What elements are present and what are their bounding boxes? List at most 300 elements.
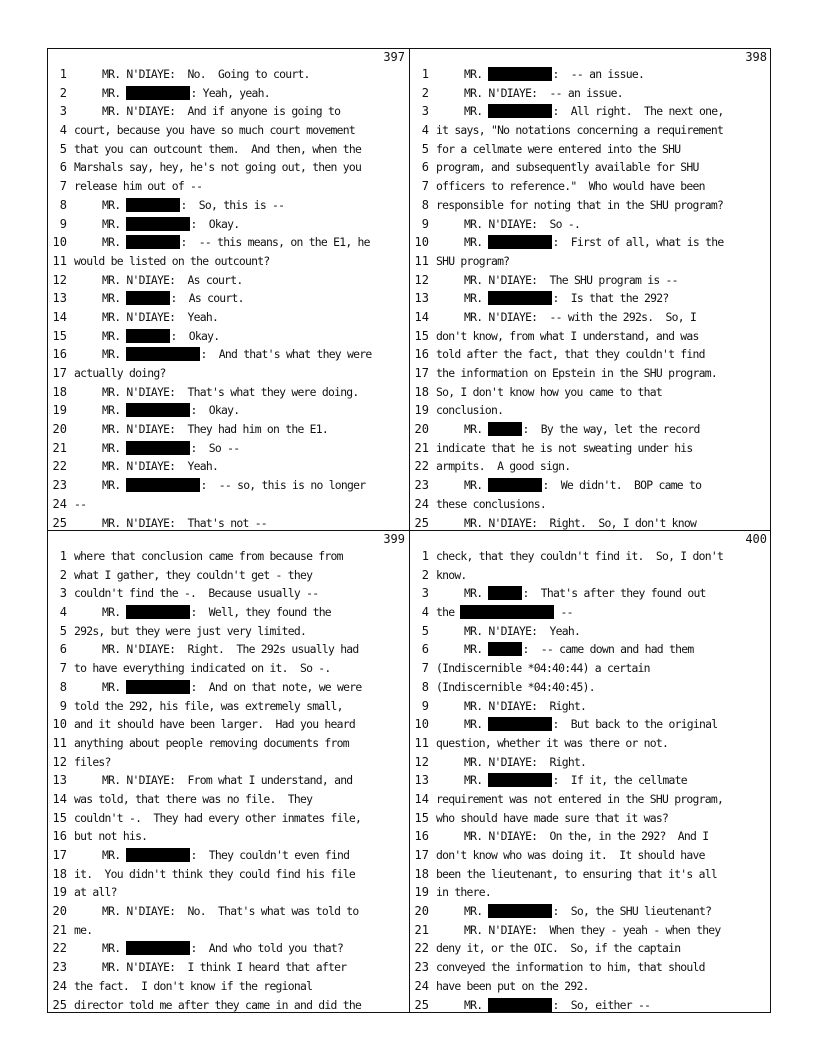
redaction-box: [126, 217, 190, 231]
line-text-segment: MR. N'DIAYE: And if anyone is going to: [102, 104, 341, 119]
transcript-line: [47, 495, 409, 514]
transcript-line: [47, 102, 409, 121]
line-text-segment: MR. N'DIAYE: Right. So, I don't know: [464, 515, 697, 530]
redaction-box: [488, 67, 552, 81]
transcript-line: [409, 715, 771, 734]
line-text-segment: told the 292, his file, was extremely small,: [74, 698, 343, 713]
line-number: 2: [59, 567, 67, 582]
line-text-segment: MR.: [464, 904, 489, 919]
line-number: 15: [414, 810, 429, 825]
line-text: [464, 755, 765, 769]
line-number: 21: [52, 922, 67, 937]
line-text-segment: conveyed the information to him, that should: [436, 960, 705, 975]
line-number: 3: [59, 104, 67, 119]
line-text: [436, 792, 765, 806]
line-text-segment: director told me after they came in and did the: [74, 997, 362, 1012]
line-text-segment: : Okay.: [170, 328, 220, 343]
line-number: 2: [59, 85, 67, 100]
redaction-box: [488, 717, 552, 731]
line-number: 23: [52, 478, 67, 493]
transcript-line: [47, 364, 409, 383]
line-text: [436, 160, 765, 174]
line-text: [102, 773, 403, 787]
line-text-segment: MR.: [102, 328, 127, 343]
line-text: [102, 605, 403, 619]
line-text-segment: in there.: [436, 885, 491, 900]
transcript-line: [409, 790, 771, 809]
redaction-box: [488, 586, 522, 600]
line-number: 24: [52, 496, 67, 511]
line-number: 19: [414, 885, 429, 900]
line-text: [464, 422, 765, 436]
transcript-line: [409, 401, 771, 420]
transcript-line: [409, 977, 771, 996]
transcript-line: [409, 439, 771, 458]
line-text: [436, 867, 765, 881]
page-number: 400: [745, 532, 767, 546]
transcript-line: [47, 603, 409, 622]
line-number: 14: [414, 309, 429, 324]
line-text: [102, 385, 403, 399]
transcript-line: [47, 790, 409, 809]
line-text-segment: it. You didn't think they could find his file: [74, 866, 355, 881]
transcript-line: [47, 308, 409, 327]
line-text-segment: release him out of --: [74, 179, 203, 194]
line-text-segment: : That's after they found out: [522, 586, 706, 601]
line-text-segment: : We didn't. BOP came to: [542, 478, 702, 493]
line-text: [102, 941, 403, 955]
line-text: [464, 624, 765, 638]
line-text: [464, 104, 765, 118]
line-text: [436, 347, 765, 361]
line-number: 5: [421, 141, 429, 156]
line-number: 13: [52, 291, 67, 306]
line-text: [436, 142, 765, 156]
line-number: 21: [414, 922, 429, 937]
line-number: 16: [414, 829, 429, 844]
transcript-line: [409, 921, 771, 940]
transcript-line: [409, 495, 771, 514]
line-number: 23: [414, 960, 429, 975]
line-number: 20: [414, 422, 429, 437]
line-text: [464, 217, 765, 231]
line-number: 24: [52, 978, 67, 993]
line-text: [102, 235, 403, 249]
transcript-line: [409, 327, 771, 346]
transcript-line: [409, 289, 771, 308]
line-text-segment: MR.: [102, 347, 127, 362]
redaction-box: [488, 773, 552, 787]
line-number: 13: [414, 773, 429, 788]
line-number: 14: [52, 791, 67, 806]
line-text-segment: MR.: [464, 478, 489, 493]
line-text: [464, 773, 765, 787]
redaction-box: [488, 998, 552, 1012]
line-text-segment: MR. N'DIAYE: Yeah.: [464, 623, 581, 638]
line-text: [102, 329, 403, 343]
transcript-line: [409, 622, 771, 641]
transcript-line: [47, 140, 409, 159]
line-text-segment: : If it, the cellmate: [552, 773, 687, 788]
line-number: 12: [414, 754, 429, 769]
line-text-segment: MR. N'DIAYE: So -.: [464, 216, 581, 231]
line-text: [102, 516, 403, 530]
line-text: [102, 904, 403, 918]
line-text: [436, 403, 765, 417]
line-text: [436, 459, 765, 473]
line-text-segment: MR.: [102, 440, 127, 455]
line-text-segment: MR.: [102, 291, 127, 306]
line-number: 8: [59, 679, 67, 694]
transcript-line: [409, 457, 771, 476]
line-text: [464, 235, 765, 249]
line-text-segment: 292s, but they were just very limited.: [74, 623, 307, 638]
line-text-segment: Marshals say, hey, he's not going out, then you: [74, 160, 362, 175]
line-number: 9: [59, 216, 67, 231]
line-text-segment: MR. N'DIAYE: No. That's what was told to: [102, 904, 359, 919]
line-number: 13: [414, 291, 429, 306]
transcript-line: [409, 566, 771, 585]
line-text: [436, 811, 765, 825]
line-number: 3: [421, 586, 429, 601]
line-text-segment: : They couldn't even find: [190, 848, 350, 862]
line-text-segment: MR.: [464, 773, 489, 788]
line-text: [436, 568, 765, 582]
line-text: [74, 923, 403, 937]
line-text-segment: MR. N'DIAYE: That's not --: [102, 515, 267, 530]
transcript-line: [47, 327, 409, 346]
line-text-segment: program, and subsequently available for SHU: [436, 160, 699, 175]
transcript-line: [47, 753, 409, 772]
line-text-segment: court, because you have so much court movement: [74, 123, 355, 138]
redaction-box: [488, 235, 552, 249]
transcript-line: [47, 697, 409, 716]
line-text: [102, 310, 403, 324]
line-text-segment: : And who told you that?: [190, 941, 344, 956]
line-text-segment: MR.: [464, 717, 489, 732]
line-text-segment: check, that they couldn't find it. So, I don't: [436, 549, 724, 563]
line-number: 11: [414, 253, 429, 268]
line-text-segment: MR.: [464, 235, 489, 250]
line-text: [102, 273, 403, 287]
redaction-box: [488, 422, 522, 436]
line-text-segment: MR.: [464, 642, 489, 657]
line-text-segment: MR. N'DIAYE: On the, in the 292? And I: [464, 829, 709, 844]
line-text-segment: : First of all, what is the: [552, 235, 724, 250]
transcript-line: [409, 102, 771, 121]
transcript-line: [409, 121, 771, 140]
transcript-line: [409, 678, 771, 697]
transcript-line: [47, 420, 409, 439]
transcript-line: [409, 584, 771, 603]
line-number: 11: [52, 735, 67, 750]
line-number: 5: [421, 623, 429, 638]
line-text: [102, 67, 403, 81]
transcript-line: [47, 958, 409, 977]
line-text: [102, 104, 403, 118]
line-text-segment: : But back to the original: [552, 717, 718, 732]
line-number: 1: [421, 549, 429, 563]
line-text: [436, 179, 765, 193]
line-text: [436, 605, 765, 619]
transcript-line: [47, 996, 409, 1015]
line-text: [102, 459, 403, 473]
transcript-line: [409, 996, 771, 1015]
redaction-box: [126, 235, 180, 249]
line-text: [74, 811, 403, 825]
line-number: 20: [414, 904, 429, 919]
line-text: [102, 403, 403, 417]
line-number: 16: [414, 347, 429, 362]
redaction-box: [126, 478, 200, 492]
line-number: 17: [52, 366, 67, 380]
transcript-line: [409, 140, 771, 159]
line-text-segment: MR. N'DIAYE: -- an issue.: [464, 85, 623, 100]
line-text: [74, 160, 403, 174]
line-text: [464, 478, 765, 492]
redaction-box: [126, 86, 190, 100]
transcript-line: [409, 420, 771, 439]
line-number: 25: [52, 997, 67, 1012]
line-text: [74, 867, 403, 881]
line-number: 22: [52, 459, 67, 474]
line-number: 4: [421, 123, 429, 138]
line-number: 22: [414, 459, 429, 474]
redaction-box: [126, 347, 200, 361]
transcript-line: [409, 753, 771, 772]
line-text: [436, 979, 765, 993]
line-text: [464, 717, 765, 731]
line-number: 25: [414, 997, 429, 1012]
transcript-line: [47, 584, 409, 603]
line-text-segment: MR.: [464, 422, 489, 437]
line-number: 18: [414, 866, 429, 881]
line-text-segment: --: [554, 605, 573, 620]
line-text-segment: that you can outcount them. And then, when the: [74, 141, 362, 156]
line-text-segment: MR. N'DIAYE: Yeah.: [102, 309, 219, 324]
transcript-line: [409, 771, 771, 790]
transcript-line: [409, 65, 771, 84]
line-text-segment: : -- an issue.: [552, 67, 645, 81]
line-text-segment: armpits. A good sign.: [436, 459, 571, 474]
line-text-segment: and it should have been larger. Had you heard: [74, 717, 355, 732]
line-text: [102, 217, 403, 231]
line-text: [74, 699, 403, 713]
line-text-segment: deny it, or the OIC. So, if the captain: [436, 941, 681, 956]
redaction-box: [126, 605, 190, 619]
line-text-segment: : So, either --: [552, 997, 651, 1012]
transcript-line: [47, 401, 409, 420]
line-text-segment: MR. N'DIAYE: Right. The 292s usually had: [102, 642, 359, 657]
line-number: 18: [52, 384, 67, 399]
line-text-segment: : As court.: [170, 291, 244, 306]
line-number: 22: [414, 941, 429, 956]
line-number: 7: [421, 179, 429, 194]
line-number: 23: [414, 478, 429, 493]
line-text: [74, 829, 403, 843]
line-text-segment: MR.: [102, 848, 127, 862]
line-text-segment: the fact. I don't know if the regional: [74, 978, 313, 993]
transcript-line: [47, 439, 409, 458]
redaction-box: [126, 198, 180, 212]
redaction-box: [488, 904, 552, 918]
line-text: [74, 123, 403, 137]
line-text: [464, 310, 765, 324]
line-number: 1: [59, 67, 67, 81]
transcript-line: [409, 252, 771, 271]
transcript-line: [409, 383, 771, 402]
transcript-page-397: [47, 48, 409, 530]
line-text: [102, 441, 403, 455]
line-number: 10: [52, 717, 67, 732]
line-text: [436, 661, 765, 675]
transcript-line: [47, 883, 409, 902]
line-text: [102, 680, 403, 694]
page-number: 398: [745, 50, 767, 64]
line-text-segment: MR. N'DIAYE: No. Going to court.: [102, 67, 310, 81]
line-text-segment: MR. N'DIAYE: The SHU program is --: [464, 272, 678, 287]
line-number: 21: [414, 440, 429, 455]
line-text-segment: : -- came down and had them: [522, 642, 694, 657]
redaction-box: [488, 478, 542, 492]
line-number: 2: [421, 85, 429, 100]
line-text: [464, 86, 765, 100]
transcript-line: [47, 977, 409, 996]
line-text: [436, 941, 765, 955]
line-text-segment: couldn't find the -. Because usually --: [74, 586, 319, 601]
line-number: 17: [414, 366, 429, 380]
line-number: 19: [52, 403, 67, 418]
line-text-segment: : By the way, let the record: [522, 422, 700, 437]
line-text-segment: MR.: [102, 679, 127, 694]
transcript-line: [409, 734, 771, 753]
line-text-segment: conclusion.: [436, 403, 504, 418]
transcript-line: [409, 603, 771, 622]
line-text: [436, 497, 765, 511]
line-number: 6: [59, 642, 67, 657]
line-text: [464, 642, 765, 656]
line-text-segment: MR. N'DIAYE: Yeah.: [102, 459, 219, 474]
transcript-line: [47, 715, 409, 734]
line-text-segment: : So, this is --: [180, 197, 285, 212]
line-text-segment: question, whether it was there or not.: [436, 735, 669, 750]
line-text-segment: : -- so, this is no longer: [200, 478, 366, 493]
line-text: [74, 142, 403, 156]
line-number: 19: [414, 403, 429, 418]
line-number: 11: [52, 253, 67, 268]
line-text: [464, 923, 765, 937]
transcript-line: [47, 345, 409, 364]
line-text-segment: --: [74, 496, 87, 511]
line-text: [436, 441, 765, 455]
line-number: 25: [414, 515, 429, 530]
line-number: 16: [52, 347, 67, 362]
line-number: 4: [59, 605, 67, 620]
line-text: [464, 998, 765, 1012]
transcript-line: [47, 921, 409, 940]
line-text: [436, 736, 765, 750]
line-number: 15: [414, 328, 429, 343]
transcript-line: [47, 271, 409, 290]
line-text-segment: would be listed on the outcount?: [74, 253, 270, 268]
line-number: 13: [52, 773, 67, 788]
line-text-segment: to have everything indicated on it. So -.: [74, 661, 331, 676]
redaction-box: [126, 680, 190, 694]
line-text: [74, 755, 403, 769]
line-number: 7: [421, 661, 429, 676]
line-text-segment: couldn't -. They had every other inmates file,: [74, 810, 362, 825]
line-number: 9: [421, 216, 429, 231]
line-number: 10: [414, 235, 429, 250]
transcript-line: [47, 734, 409, 753]
line-text-segment: MR.: [102, 403, 127, 418]
line-number: 20: [52, 422, 67, 437]
transcript-line: [409, 547, 771, 566]
line-number: 20: [52, 904, 67, 919]
line-text-segment: MR.: [102, 197, 127, 212]
line-text-segment: MR. N'DIAYE: From what I understand, and: [102, 773, 353, 788]
line-text-segment: officers to reference." Who would have been: [436, 179, 705, 194]
line-text: [74, 998, 403, 1012]
line-text-segment: MR. N'DIAYE: Right.: [464, 754, 587, 769]
line-text: [74, 885, 403, 899]
transcript-lines: [47, 65, 409, 532]
line-number: 11: [414, 735, 429, 750]
line-text-segment: : All right. The next one,: [552, 104, 724, 119]
line-number: 18: [52, 866, 67, 881]
line-text: [464, 904, 765, 918]
transcript-line: [47, 902, 409, 921]
line-text: [74, 661, 403, 675]
transcript-line: [47, 678, 409, 697]
line-number: 6: [421, 642, 429, 657]
line-text: [74, 568, 403, 582]
line-number: 5: [59, 141, 67, 156]
line-text: [102, 198, 403, 212]
transcript-line: [409, 865, 771, 884]
line-text-segment: at all?: [74, 885, 117, 900]
line-number: 4: [59, 123, 67, 138]
transcript-line: [409, 308, 771, 327]
line-number: 6: [59, 160, 67, 175]
line-number: 15: [52, 810, 67, 825]
transcript-line: [409, 84, 771, 103]
line-text-segment: been the lieutenant, to ensuring that it's all: [436, 866, 717, 881]
transcript-page-400: [409, 530, 771, 1012]
line-text-segment: what I gather, they couldn't get - they: [74, 567, 313, 582]
transcript-line: [47, 196, 409, 215]
line-text-segment: : Yeah, yeah.: [190, 85, 270, 100]
line-number: 9: [421, 698, 429, 713]
line-text: [74, 717, 403, 731]
transcript-line: [409, 939, 771, 958]
line-text: [102, 960, 403, 974]
line-text: [436, 198, 765, 212]
line-text-segment: SHU program?: [436, 253, 510, 268]
line-text: [74, 586, 403, 600]
transcript-line: [409, 883, 771, 902]
page-number: 399: [383, 532, 405, 546]
line-text: [464, 586, 765, 600]
line-text: [74, 179, 403, 193]
line-text: [74, 624, 403, 638]
transcript-line: [47, 771, 409, 790]
transcript-line: [47, 827, 409, 846]
line-text-segment: for a cellmate were entered into the SHU: [436, 141, 681, 156]
line-text: [464, 516, 765, 530]
line-number: 4: [421, 605, 429, 620]
redaction-box: [488, 642, 522, 656]
